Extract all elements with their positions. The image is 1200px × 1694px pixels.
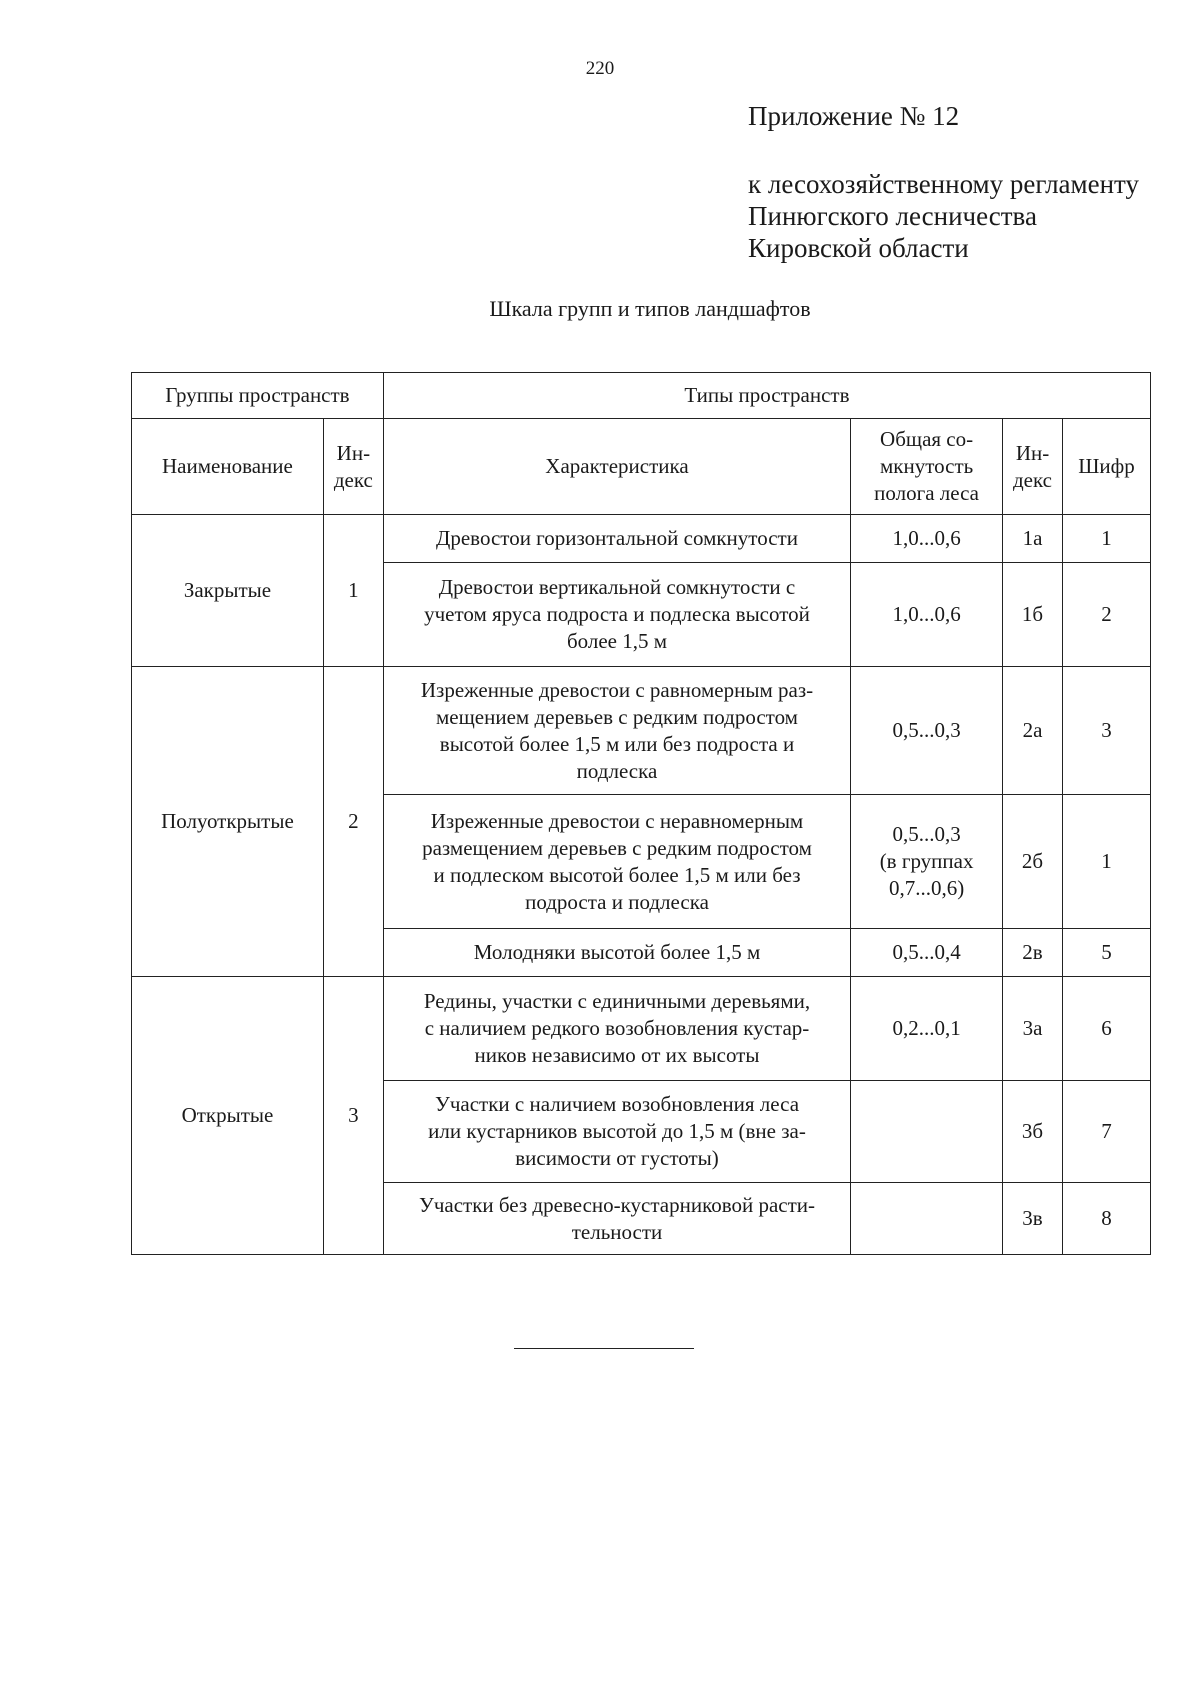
- header-code: Шифр: [1063, 419, 1151, 515]
- type-code: 1: [1063, 795, 1151, 929]
- table-row: [132, 515, 1151, 563]
- document-title: Шкала групп и типов ландшафтов: [489, 296, 811, 321]
- type-density: [851, 1081, 1003, 1183]
- type-characteristic: Участки с наличием возобновления леса или кустарников высотой до 1,5 м (вне за- висимости от густоты): [383, 1081, 850, 1183]
- header-density: Общая со- мкнутость полога леса: [851, 419, 1003, 515]
- type-characteristic: Редины, участки с единичными деревьями, с наличием редкого возобновления кустар- ников независимо от их высоты: [383, 977, 850, 1081]
- header-characteristic: Характеристика: [383, 419, 850, 515]
- type-code: 8: [1063, 1183, 1151, 1255]
- appendix-line: Пинюгского лесничества: [748, 201, 1037, 231]
- type-index: 1б: [1003, 563, 1063, 667]
- type-code: 3: [1063, 667, 1151, 795]
- appendix-line: к лесохозяйственному регламенту: [748, 169, 1139, 199]
- appendix-line: Кировской области: [748, 233, 969, 263]
- appendix-title: Приложение № 12: [748, 101, 960, 131]
- type-density: 0,5...0,3: [851, 667, 1003, 795]
- type-index: 2б: [1003, 795, 1063, 929]
- type-code: 6: [1063, 977, 1151, 1081]
- type-index: 2а: [1003, 667, 1063, 795]
- table-header-row: [132, 419, 1151, 515]
- group-index: 3: [323, 977, 383, 1255]
- type-code: 5: [1063, 929, 1151, 977]
- header-types: Типы пространств: [383, 373, 1150, 419]
- type-density: 0,5...0,3 (в группах 0,7...0,6): [851, 795, 1003, 929]
- type-density: 0,5...0,4: [851, 929, 1003, 977]
- group-name: Закрытые: [132, 515, 324, 667]
- header-type-index: Ин- декс: [1003, 419, 1063, 515]
- header-name: Наименование: [132, 419, 324, 515]
- end-rule: [514, 1348, 694, 1349]
- table-row: [132, 977, 1151, 1081]
- type-characteristic: Молодняки высотой более 1,5 м: [383, 929, 850, 977]
- type-characteristic: Изреженные древостои с равномерным раз- мещением деревьев с редким подростом высотой более 1,5 м или без подроста и подлеска: [383, 667, 850, 795]
- header-groups: Группы пространств: [132, 373, 384, 419]
- type-code: 1: [1063, 515, 1151, 563]
- type-characteristic: Участки без древесно-кустарниковой расти- тельности: [383, 1183, 850, 1255]
- type-code: 2: [1063, 563, 1151, 667]
- type-density: 0,2...0,1: [851, 977, 1003, 1081]
- header-group-index: Ин- декс: [323, 419, 383, 515]
- type-density: 1,0...0,6: [851, 563, 1003, 667]
- type-characteristic: Древостои горизонтальной сомкнутости: [383, 515, 850, 563]
- appendix-block: [748, 100, 1139, 264]
- table-header-row: [132, 373, 1151, 419]
- type-density: [851, 1183, 1003, 1255]
- type-density: 1,0...0,6: [851, 515, 1003, 563]
- page-number: 220: [585, 58, 615, 79]
- landscape-scale-table: [131, 372, 1151, 1255]
- type-code: 7: [1063, 1081, 1151, 1183]
- type-characteristic: Древостои вертикальной сомкнутости с учетом яруса подроста и подлеска высотой более 1,5 м: [383, 563, 850, 667]
- group-index: 1: [323, 515, 383, 667]
- type-index: 1а: [1003, 515, 1063, 563]
- type-index: 3б: [1003, 1081, 1063, 1183]
- table-row: [132, 667, 1151, 795]
- group-index: 2: [323, 667, 383, 977]
- type-index: 3а: [1003, 977, 1063, 1081]
- group-name: Полуоткрытые: [132, 667, 324, 977]
- group-name: Открытые: [132, 977, 324, 1255]
- type-index: 2в: [1003, 929, 1063, 977]
- type-index: 3в: [1003, 1183, 1063, 1255]
- type-characteristic: Изреженные древостои с неравномерным размещением деревьев с редким подростом и подлеском высотой более 1,5 м или без подроста и подлеска: [383, 795, 850, 929]
